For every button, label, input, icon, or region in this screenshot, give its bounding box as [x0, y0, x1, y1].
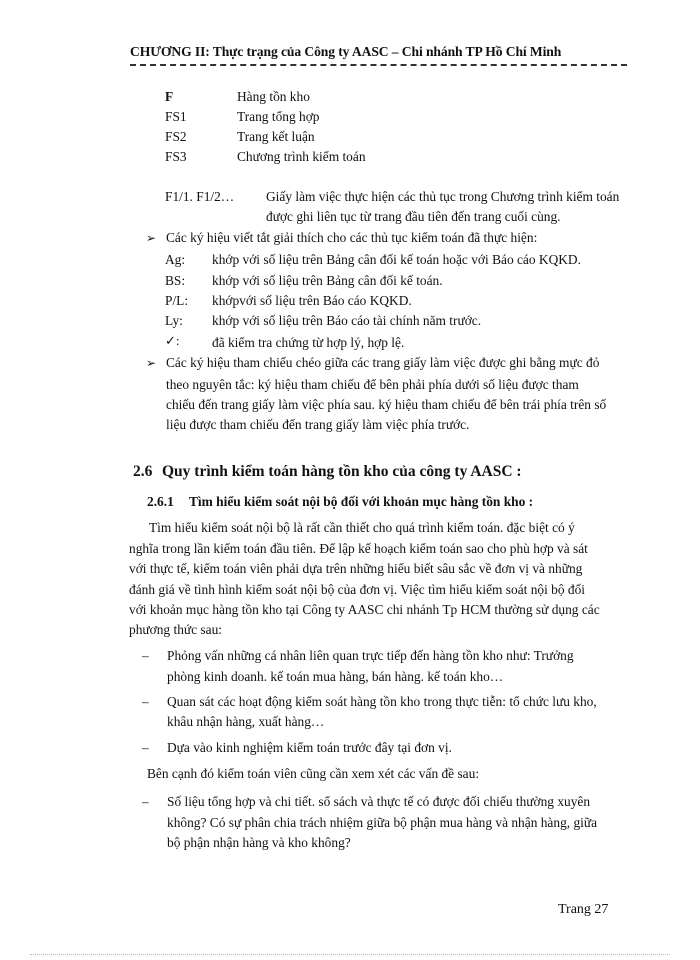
bullet-text: Các ký hiệu viết tắt giải thích cho các thủ tục kiểm toán đã thực hiện:	[166, 230, 538, 245]
dash-item-line: không? Có sự phân chia trách nhiệm giữa bộ phận mua hàng và nhận hàng, giữa	[167, 815, 598, 830]
index-code: FS1	[165, 109, 187, 124]
bullet-text-line: chiếu đến trang giấy làm việc phía sau. ký hiệu tham chiếu để bên trái phía trên số	[166, 397, 607, 412]
abbr-desc: khớp với số liệu trên Bảng cân đối kế toán hoặc với Báo cáo KQKD.	[212, 252, 581, 267]
arrow-bullet-icon: ➢	[146, 231, 157, 245]
bullet-text-line: Các ký hiệu tham chiếu chéo giữa các trang giấy làm việc được ghi bằng mực đỏ	[166, 355, 600, 370]
abbr-code: Ag:	[165, 252, 186, 267]
arrow-bullet-icon: ➢	[146, 356, 157, 370]
index-desc: Trang kết luận	[237, 129, 315, 144]
bullet-text-line: theo nguyên tắc: ký hiệu tham chiếu để bên phải phía dưới số liệu được tham	[166, 377, 579, 392]
index-desc: Hàng tồn kho	[237, 89, 310, 104]
dash-bullet-icon: –	[142, 740, 149, 755]
bullet-text-line: liệu được tham chiếu đến trang giấy làm việc phía trước.	[166, 417, 470, 432]
page-bottom-divider	[30, 954, 670, 955]
dash-item-line: khâu nhận hàng, xuất hàng…	[167, 714, 325, 729]
f-note-line: được ghi liên tục từ trang đầu tiên đến trang cuối cùng.	[266, 209, 561, 224]
f-note-code: F1/1. F1/2…	[165, 189, 235, 204]
paragraph-line: Bên cạnh đó kiểm toán viên cũng cần xem xét các vấn đề sau:	[147, 766, 480, 781]
paragraph-line: nghĩa trong lần kiểm toán đầu tiên. Để lập kế hoạch kiểm toán sao cho phù hợp và sát	[129, 541, 588, 556]
paragraph-line: Tìm hiểu kiểm soát nội bộ là rất cần thiết cho quá trình kiểm toán. đặc biệt có ý	[149, 520, 575, 535]
paragraph-line: với khoản mục hàng tồn kho tại Công ty AASC chi nhánh Tp HCM thường sử dụng các	[129, 602, 600, 617]
page-header-title: CHƯƠNG II: Thực trạng của Công ty AASC – Chi nhánh TP Hồ Chí Minh	[130, 44, 627, 66]
f-note-line: Giấy làm việc thực hiện các thủ tục trong Chương trình kiểm toán	[266, 189, 620, 204]
dash-bullet-icon: –	[142, 794, 149, 809]
index-code: FS3	[165, 149, 187, 164]
paragraph-line: với thực tế, kiểm toán viên phải dựa trên những hiểu biết sâu sắc về đơn vị và những	[129, 561, 583, 576]
index-desc: Chương trình kiểm toán	[237, 149, 366, 164]
dash-bullet-icon: –	[142, 648, 149, 663]
dash-item-line: phòng kinh doanh. kế toán mua hàng, bán hàng. kế toán kho…	[167, 669, 504, 684]
abbr-desc: khớp với số liệu trên Báo cáo tài chính năm trước.	[212, 313, 482, 328]
dash-item-line: Dựa vào kinh nghiệm kiểm toán trước đây tại đơn vị.	[167, 740, 452, 755]
dash-bullet-icon: –	[142, 694, 149, 709]
subsection-number: 2.6.1	[147, 494, 174, 509]
dash-item-line: bộ phận nhận hàng và kho không?	[167, 835, 351, 850]
page-number: Trang 27	[558, 902, 609, 917]
index-desc: Trang tổng hợp	[237, 109, 320, 124]
subsection-title: Tìm hiểu kiểm soát nội bộ đối với khoản mục hàng tồn kho :	[189, 494, 534, 509]
index-code: F	[165, 89, 174, 104]
section-title: Quy trình kiểm toán hàng tồn kho của công ty AASC :	[162, 463, 522, 480]
abbr-desc: khớp với số liệu trên Bảng cân đối kế toán.	[212, 273, 443, 288]
paragraph-line: phương thức sau:	[129, 622, 223, 637]
dash-item-line: Phỏng vấn những cá nhân liên quan trực tiếp đến hàng tồn kho như: Trưởng	[167, 648, 574, 663]
paragraph-line: đánh giá về tình hình kiểm soát nội bộ của đơn vị. Việc tìm hiểu kiểm soát nội bộ đối	[129, 582, 586, 597]
checkmark-icon: ✓:	[165, 333, 180, 348]
dash-item-line: Số liệu tổng hợp và chi tiết. sổ sách và thực tế có được đối chiếu thường xuyên	[167, 794, 591, 809]
dash-item-line: Quan sát các hoạt động kiểm soát hàng tồn kho trong thực tiễn: tổ chức lưu kho,	[167, 694, 597, 709]
index-code: FS2	[165, 129, 187, 144]
abbr-code: BS:	[165, 273, 186, 288]
section-number: 2.6	[133, 463, 153, 480]
abbr-desc: đã kiểm tra chứng từ hợp lý, hợp lệ.	[212, 335, 405, 350]
abbr-desc: khớpvới số liệu trên Báo cáo KQKD.	[212, 293, 412, 308]
abbr-code: Ly:	[165, 313, 183, 328]
abbr-code: P/L:	[165, 293, 189, 308]
